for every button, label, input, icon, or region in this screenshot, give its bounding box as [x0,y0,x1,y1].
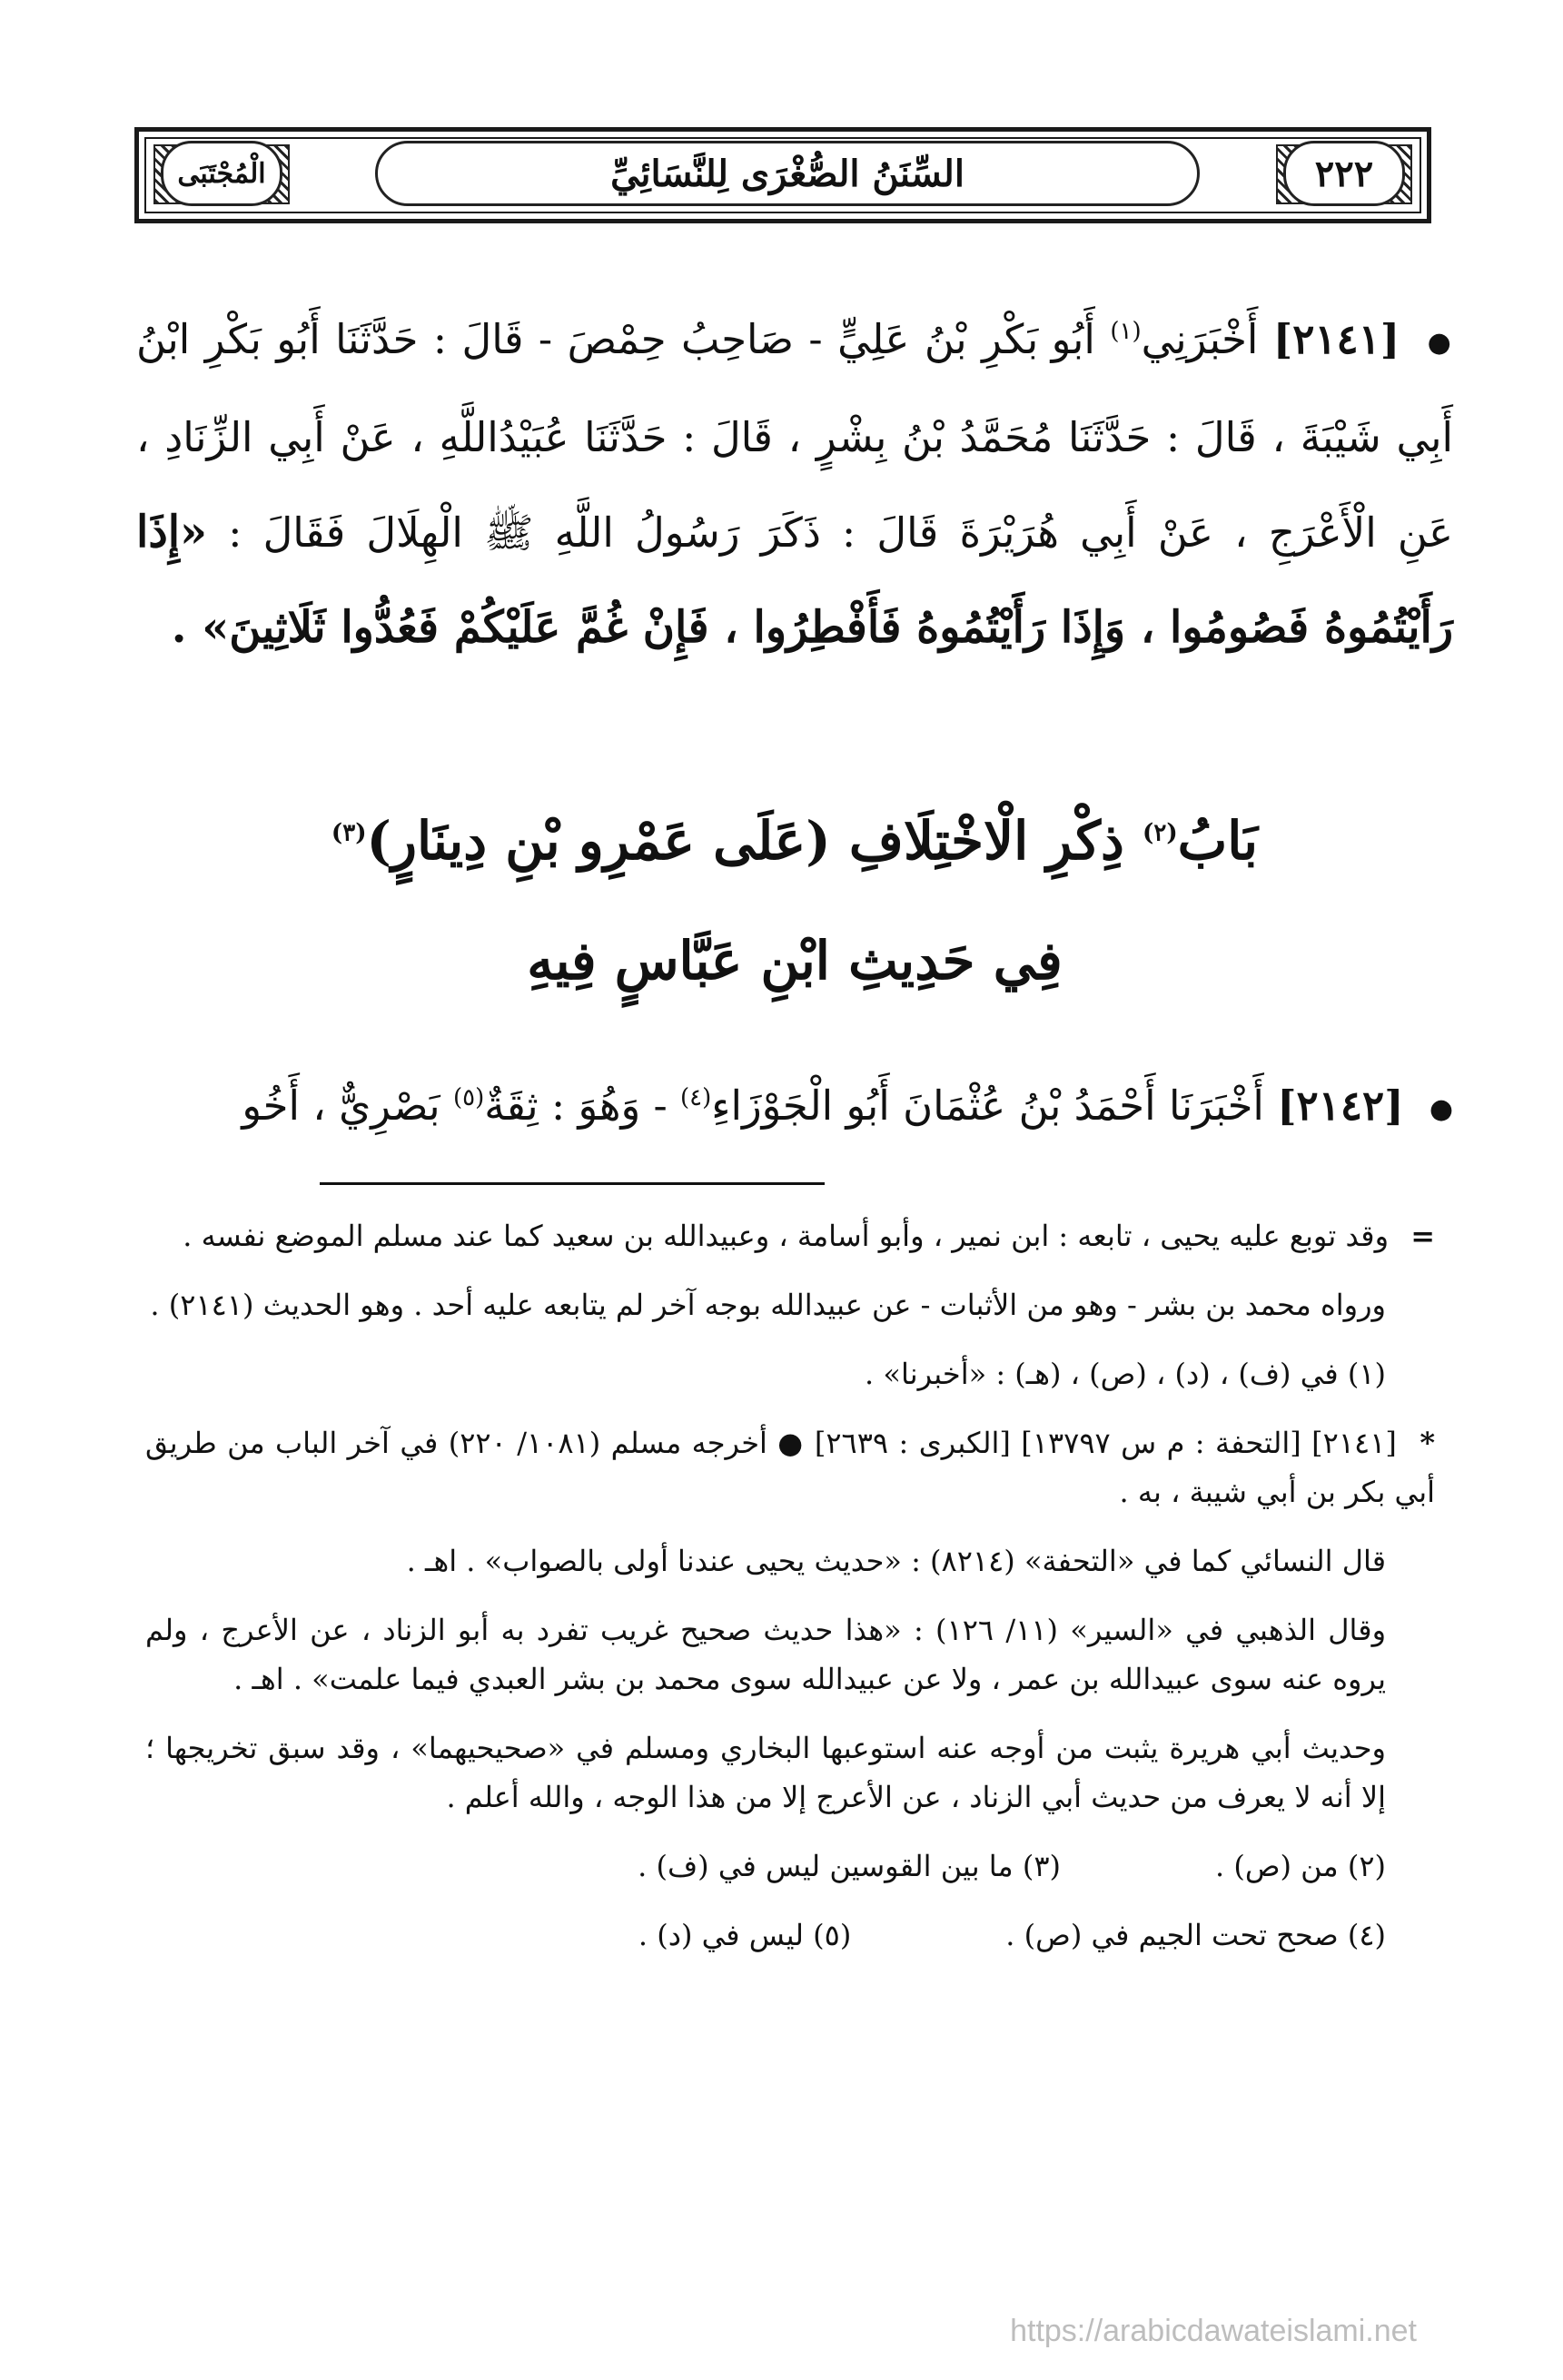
footnotes [145,1211,1435,1960]
chapter-title-line-2 [136,930,1453,992]
footnote-continuation-2: ورواه محمد بن بشر - وهو من الأثبات - عن عبيدالله بوجه آخر لم يتابعه عليه أحد . وهو الحديث (٢١٤١) . [150,1288,1386,1322]
hadith-2141-paragraph [136,292,1453,676]
hadith-lead: أَخْبَرَنِي [1141,315,1259,363]
watermark: https://arabicdawateislami.net [1010,2314,1417,2348]
footnote-3: (٣) ما بين القوسين ليس في (ف) . [638,1849,1061,1883]
bullet-icon: ● [1427,326,1454,359]
footnote-ref-3: (٣) [331,819,367,847]
footnote-continuation-text: وقد توبع عليه يحيى ، تابعه : ابن نمير ، وأبو أسامة ، وعبيدالله بن سعيد كما عند مسلم الموضع نفسه . [183,1219,1390,1253]
footnote-5: (٥) ليس في (د) . [638,1918,852,1952]
footnote-1: (١) في (ف) ، (د) ، (ص) ، (هـ) : «أخبرنا» . [865,1357,1386,1391]
takhrij-head: [٢١٤١] [التحفة : م س ١٣٧٩٧] [الكبرى : ٢٦٣٩] [814,1426,1397,1460]
chapter-title-text: ذِكْرِ الْاخْتِلَافِ (عَلَى عَمْرِو بْنِ دِينَارٍ) [366,810,1124,872]
series-logo-cartouche [161,141,282,206]
page-number: ٢٢٢ [1314,152,1374,195]
continuation-marker: = [1410,1219,1435,1253]
chapter-title-line-1 [136,810,1453,872]
footnotes-row-4-5 [145,1911,1435,1960]
hadith-lead: أَخْبَرَنَا [1168,1081,1264,1130]
hadith-number: [٢١٤٢] [1277,1081,1404,1130]
footnote-ref-4: (٤) [680,1084,712,1111]
hadith-matn: «إِذَا رَأَيْتُمُوهُ فَصُومُوا ، وَإِذَا رَأَيْتُمُوهُ فَأَفْطِرُوا ، فَإِنْ غُمَّ عَلَيْكُمْ فَعُدُّوا ثَلَاثِينَ» . [136,506,1453,653]
running-header [134,127,1431,223]
footnote-4: (٤) صحح تحت الجيم في (ص) . [1005,1918,1386,1952]
footnote-separator [320,1182,825,1185]
footnote-continuation [145,1211,1435,1260]
hadith-isnad-part-3: بَصْرِيٌّ ، أَخُو [242,1081,440,1130]
hadith-isnad: أَبُو بَكْرِ بْنُ عَلِيٍّ - صَاحِبُ حِمْصَ - قَالَ : حَدَّثَنَا أَبُو بَكْرِ ابْنُ أَبِي شَيْبَةَ ، قَالَ : حَدَّثَنَا مُحَمَّدُ بْنُ بِشْرٍ ، قَالَ : حَدَّثَنَا عُبَيْدُاللَّهِ ، عَنْ أَبِي الزِّنَادِ ، عَنِ الْأَعْرَجِ ، عَنْ أَبِي هُرَيْرَةَ قَالَ : ذَكَرَ رَسُولُ اللَّهِ ﷺ الْهِلَالَ فَقَالَ : [136,315,1453,557]
takhrij-dhahabi: وقال الذهبي في «السير» (١١/ ١٢٦) : «هذا حديث صحيح غريب تفرد به أبو الزناد ، عن الأعرج ، ولم يروه عنه سوى عبيدالله بن عمر ، ولا عن عبيدالله سوى محمد بن بشر العبدي فيما علمت» . اهـ . [145,1613,1387,1696]
footnote-ref-2: (٢) [1143,819,1178,847]
hadith-2142 [136,1059,1453,1157]
hadith-isnad-part-2: - وَهُوَ : ثِقَةٌ [484,1081,668,1130]
footnote-ref-1: (١) [1110,318,1142,345]
page-number-cartouche [1283,141,1405,206]
series-logo: الْمُجْتَبَى [177,157,266,190]
asterisk-icon: * [1420,1426,1436,1460]
hadith-2141 [136,292,1453,676]
book-title-cartouche [375,141,1200,206]
chapter-bab: بَابُ [1177,810,1259,872]
hadith-isnad-part-1: أَحْمَدُ بْنُ عُثْمَانَ أَبُو الْجَوْزَاءِ [711,1081,1156,1130]
takhrij-body: ● أخرجه مسلم (١٠٨١/ ٢٢٠) في آخر الباب من طريق أبي بكر بن أبي شيبة ، به . [145,1426,1435,1509]
chapter-subtitle-text: فِي حَدِيثِ ابْنِ عَبَّاسٍ فِيهِ [527,930,1063,992]
bullet-icon: ● [1429,1092,1453,1125]
footnotes-row-2-3 [145,1842,1435,1891]
hadith-number: [٢١٤١] [1272,315,1400,363]
takhrij-abu-hurayra: وحديث أبي هريرة يثبت من أوجه عنه استوعبها البخاري ومسلم في «صحيحيهما» ، وقد سبق تخريجها ؛ إلا أنه لا يعرف من حديث أبي الزناد ، عن الأعرج إلا من هذا الوجه ، والله أعلم . [145,1731,1386,1814]
takhrij-nasai: قال النسائي كما في «التحفة» (٨٢١٤) : «حديث يحيى عندنا أولى بالصواب» . اهـ . [406,1544,1386,1578]
footnote-2: (٢) من (ص) . [1215,1849,1386,1883]
footnote-ref-5: (٥) [453,1084,485,1111]
book-title: السِّنَنُ الصُّغْرَى لِلنَّسَائِيِّ [610,152,965,195]
takhrij-2141 [145,1418,1435,1516]
